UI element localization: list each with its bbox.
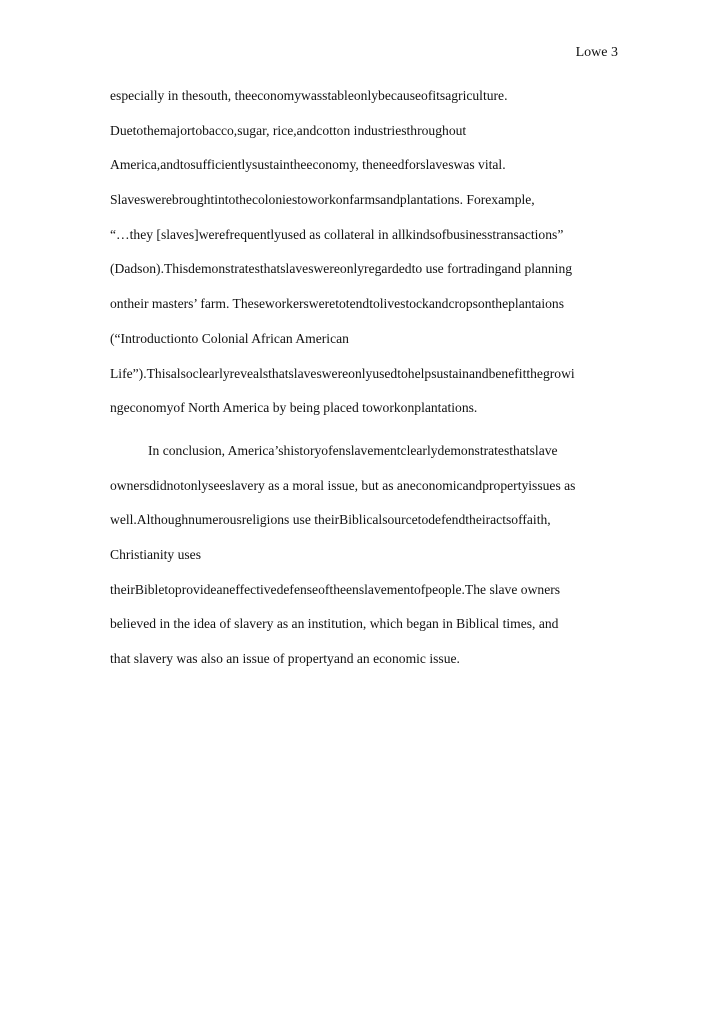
paragraph-1 [110,86,630,433]
text-line: ownersdidnotonlyseeslavery as a moral issue, but as aneconomicandpropertyissues as [110,477,576,493]
body-text [110,86,630,684]
text-line: Christianity uses [110,546,202,562]
text-line: America,andtosufficientlysustaintheeconomy, theneedforslaveswas vital. [110,157,506,173]
page-header: Lowe 3 [575,45,618,60]
text-line: Life”).Thisalsoclearlyrevealsthatslaveswereonlyusedtohelpsustainandbenefitthegrowi [110,365,575,381]
text-line: (Dadson).Thisdemonstratesthatslaveswereonlyregardedto use fortradingand planning [110,261,573,277]
text-line: “…they [slaves]werefrequentlyused as collateral in allkindsofbusinesstransactions” [110,226,564,242]
paragraph-spacer [110,433,630,441]
text-line: (“Introductionto Colonial African American [110,330,349,346]
text-line: well.Althoughnumerousreligions use theirBiblicalsourcetodefendtheiractsoffaith, [110,512,551,528]
text-line: especially in thesouth, theeconomywasstableonlybecauseofitsagriculture. [110,88,508,103]
text-line-indented: In conclusion, America’shistoryofenslavementclearlydemonstratesthatslave [148,442,558,458]
text-line: ontheir masters’ farm. Theseworkersweretotendtolivestockandcropsontheplantaions [110,296,564,312]
paragraph-2 [110,441,630,684]
text-line: Duetothemajortobacco,sugar, rice,andcotton industriesthroughout [110,122,467,138]
text-line: that slavery was also an issue of propertyand an economic issue. [110,651,460,666]
text-line: ngeconomyof North America by being placed toworkonplantations. [110,400,478,416]
text-line: theirBibletoprovideaneffectivedefenseoftheenslavementofpeople.The slave owners [110,581,561,597]
text-line: believed in the idea of slavery as an institution, which began in Biblical times, and [110,616,559,632]
text-line: Slaveswerebroughtintothecoloniestoworkonfarmsandplantations. Forexample, [110,192,535,208]
